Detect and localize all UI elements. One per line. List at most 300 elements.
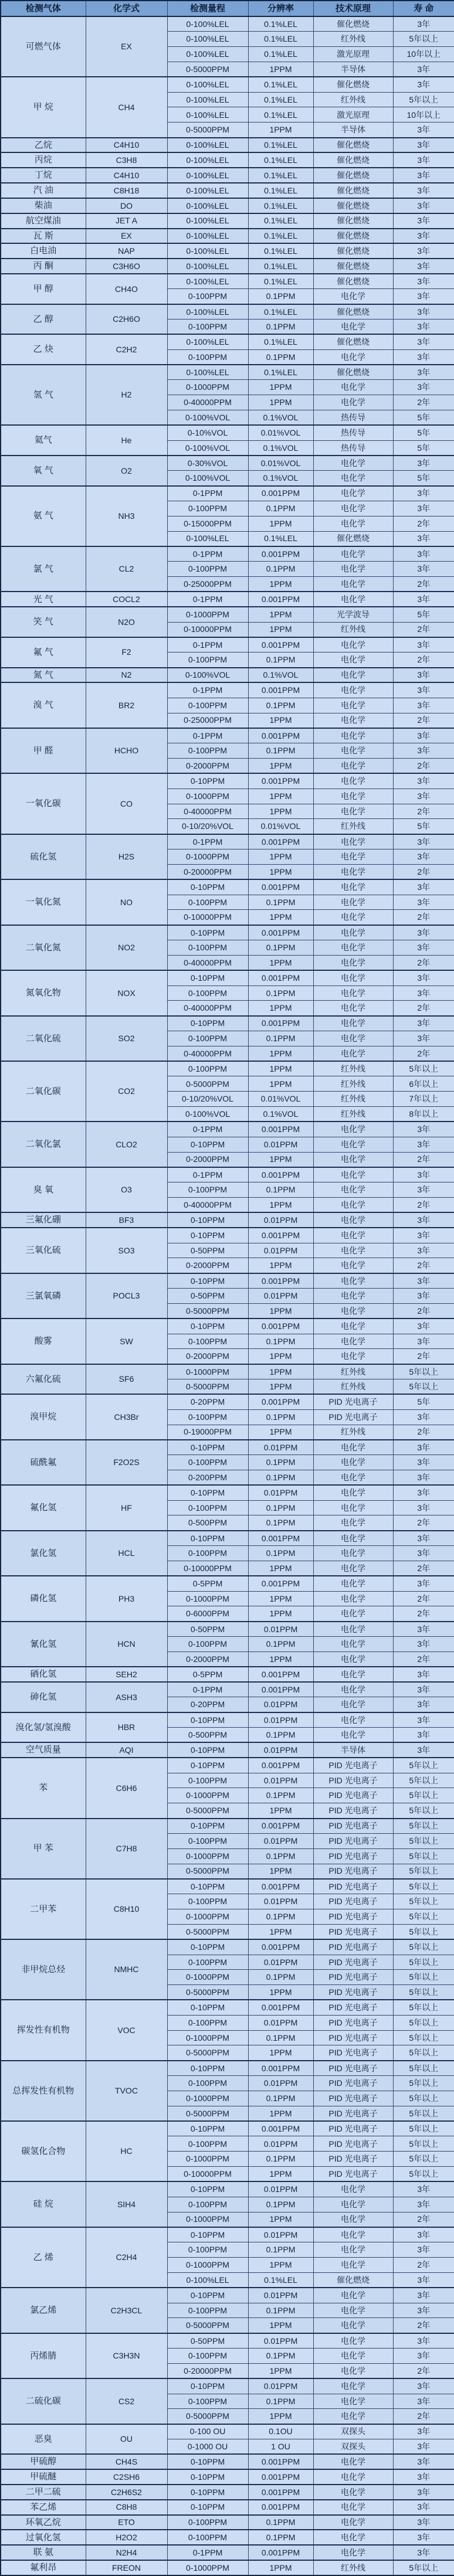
lifespan-cell: 2年 (393, 804, 454, 819)
lifespan-cell: 3年 (393, 1182, 454, 1198)
lifespan-cell: 5年以上 (393, 1773, 454, 1788)
range-cell: 0-20PPM (167, 1697, 248, 1712)
formula-cell: BR2 (86, 682, 167, 728)
range-cell: 0-100PPM (167, 2015, 248, 2030)
principle-cell: 电化学 (313, 456, 393, 471)
gas-name-cell: 溴甲烷 (1, 1394, 86, 1439)
principle-cell: PID 光电离子 (313, 2045, 393, 2061)
gas-name-cell: 氮 气 (1, 668, 86, 683)
resolution-cell: 1PPM (248, 2363, 313, 2378)
principle-cell: 电化学 (313, 759, 393, 774)
resolution-cell: 1PPM (248, 622, 313, 637)
lifespan-cell: 3年 (393, 274, 454, 289)
lifespan-cell: 3年 (393, 1228, 454, 1243)
resolution-cell: 0.1%LEL (248, 32, 313, 47)
formula-cell: C2H2 (86, 334, 167, 365)
table-row (1, 1273, 454, 1289)
formula-cell: SO2 (86, 1016, 167, 1061)
formula-cell: HCHO (86, 728, 167, 773)
table-row (1, 183, 454, 198)
formula-cell: CH4 (86, 77, 167, 137)
formula-cell: SO3 (86, 1228, 167, 1273)
formula-cell: N2H4 (86, 2545, 167, 2560)
range-cell: 0-100%LEL (167, 531, 248, 546)
principle-cell: 电化学 (313, 289, 393, 304)
range-cell: 0-15000PPM (167, 516, 248, 531)
resolution-cell: 0.001PPM (248, 546, 313, 562)
resolution-cell: 0.01PPM (248, 1212, 313, 1228)
range-cell: 0-5000PPM (167, 2045, 248, 2061)
principle-cell: 红外线 (313, 1061, 393, 1076)
principle-cell: 电化学 (313, 1651, 393, 1667)
formula-cell: PH3 (86, 1576, 167, 1621)
resolution-cell: 1PPM (248, 1864, 313, 1879)
lifespan-cell: 5年以上 (393, 1833, 454, 1848)
table-row (1, 1440, 454, 1455)
gas-name-cell: 氯 气 (1, 546, 86, 592)
range-cell: 0-10PPM (167, 1879, 248, 1894)
principle-cell: 双探头 (313, 2439, 393, 2455)
range-cell: 0-100%LEL (167, 274, 248, 289)
lifespan-cell: 3年 (393, 2272, 454, 2288)
lifespan-cell: 2年 (393, 1198, 454, 1213)
resolution-cell: 0.1PPM (248, 698, 313, 713)
formula-cell: HF (86, 1485, 167, 1530)
principle-cell: 电化学 (313, 1137, 393, 1152)
lifespan-cell: 3年 (393, 1273, 454, 1289)
resolution-cell: 0.1PPM (248, 2242, 313, 2258)
range-cell: 0-20PPM (167, 1394, 248, 1409)
principle-cell: 电化学 (313, 1637, 393, 1652)
resolution-cell: 1PPM (248, 1591, 313, 1606)
range-cell: 0-100%LEL (167, 77, 248, 92)
table-row (1, 2515, 454, 2530)
gas-name-cell: 非甲烷总烃 (1, 1939, 86, 2000)
range-cell: 0-5000PPM (167, 2318, 248, 2333)
lifespan-cell: 2年 (393, 1561, 454, 1576)
principle-cell: PID 光电离子 (313, 1909, 393, 1925)
range-cell: 0-100%LEL (167, 92, 248, 107)
header-cell-gas: 检测气体 (1, 1, 86, 16)
gas-name-cell: 环氧乙烷 (1, 2515, 86, 2530)
principle-cell: 电化学 (313, 1289, 393, 1304)
principle-cell: 电化学 (313, 349, 393, 365)
table-row (1, 2227, 454, 2242)
principle-cell: 电化学 (313, 1258, 393, 1273)
lifespan-cell: 5年以上 (393, 2167, 454, 2182)
resolution-cell: 0.001PPM (248, 970, 313, 985)
gas-name-cell: 硫化氢 (1, 834, 86, 879)
principle-cell: 红外线 (313, 1092, 393, 1107)
lifespan-cell: 3年 (393, 2333, 454, 2349)
table-row (1, 1712, 454, 1728)
header-cell-lifespan: 寿 命 (393, 1, 454, 16)
resolution-cell: 1PPM (248, 577, 313, 592)
lifespan-cell: 3年 (393, 2424, 454, 2439)
principle-cell: 电化学 (313, 2409, 393, 2424)
range-cell: 0-100%LEL (167, 152, 248, 168)
principle-cell: 电化学 (313, 1303, 393, 1318)
range-cell: 0-10PPM (167, 2061, 248, 2076)
resolution-cell: 0.01PPM (248, 1833, 313, 1848)
range-cell: 0-100%LEL (167, 168, 248, 183)
principle-cell: 电化学 (313, 637, 393, 653)
formula-cell: NAP (86, 243, 167, 259)
resolution-cell: 0.1PPM (248, 1182, 313, 1198)
range-cell: 0-100PPM (167, 1833, 248, 1848)
table-row (1, 168, 454, 183)
resolution-cell: 0.001PPM (248, 1016, 313, 1031)
principle-cell: 电化学 (313, 592, 393, 607)
gas-name-cell: 溴化氢/氢溴酸 (1, 1712, 86, 1743)
range-cell: 0-5000PPM (167, 2106, 248, 2121)
principle-cell: 电化学 (313, 955, 393, 970)
gas-name-cell: 硅 烷 (1, 2181, 86, 2227)
lifespan-cell: 3年 (393, 138, 454, 153)
resolution-cell: 0.001PPM (248, 773, 313, 789)
range-cell: 0-10PPM (167, 1016, 248, 1031)
principle-cell: 电化学 (313, 2258, 393, 2273)
range-cell: 0-1000PPM (167, 2212, 248, 2227)
range-cell: 0-10PPM (167, 1712, 248, 1728)
principle-cell: 催化燃烧 (313, 334, 393, 349)
principle-cell: 热传导 (313, 425, 393, 440)
table-row (1, 2454, 454, 2469)
resolution-cell: 0.1%LEL (248, 213, 313, 229)
lifespan-cell: 3年 (393, 2485, 454, 2500)
range-cell: 0-1000PPM (167, 1909, 248, 1925)
lifespan-cell: 3年 (393, 1712, 454, 1728)
range-cell: 0-10PPM (167, 925, 248, 940)
principle-cell: 电化学 (313, 1440, 393, 1455)
lifespan-cell: 3年 (393, 1531, 454, 1546)
resolution-cell: 0.1PPM (248, 895, 313, 910)
principle-cell: PID 光电离子 (313, 2106, 393, 2121)
lifespan-cell: 5年以上 (393, 2121, 454, 2136)
principle-cell: 电化学 (313, 879, 393, 895)
resolution-cell: 1PPM (248, 789, 313, 804)
formula-cell: C2SH6 (86, 2469, 167, 2485)
resolution-cell: 0.1PPM (248, 2394, 313, 2409)
lifespan-cell: 3年 (393, 289, 454, 304)
range-cell: 0-100PPM (167, 2136, 248, 2152)
formula-cell: C3H6O (86, 259, 167, 274)
lifespan-cell: 3年 (393, 2378, 454, 2394)
table-row (1, 1667, 454, 1682)
principle-cell: 电化学 (313, 743, 393, 759)
formula-cell: CH4S (86, 2454, 167, 2469)
range-cell: 0-100PPM (167, 1031, 248, 1046)
resolution-cell: 0.001PPM (248, 637, 313, 653)
principle-cell: 电化学 (313, 1046, 393, 1061)
principle-cell: 红外线 (313, 1076, 393, 1092)
principle-cell: 电化学 (313, 849, 393, 865)
principle-cell: 电化学 (313, 2227, 393, 2242)
table-row (1, 138, 454, 153)
resolution-cell: 0.001PPM (248, 592, 313, 607)
lifespan-cell: 2年 (393, 1303, 454, 1318)
formula-cell: NO (86, 879, 167, 925)
resolution-cell: 0.1PPM (248, 289, 313, 304)
formula-cell: C4H10 (86, 138, 167, 153)
gas-name-cell: 一氧化碳 (1, 773, 86, 834)
range-cell: 0-100PPM (167, 2530, 248, 2545)
formula-cell: C2H6S2 (86, 2485, 167, 2500)
principle-cell: 电化学 (313, 1198, 393, 1213)
resolution-cell: 0.001PPM (248, 1819, 313, 1834)
range-cell: 0-10PPM (167, 2181, 248, 2197)
resolution-cell: 0.1PPM (248, 1455, 313, 1470)
lifespan-cell: 2年 (393, 1258, 454, 1273)
range-cell: 0-100%LEL (167, 198, 248, 213)
range-cell: 0-100%LEL (167, 259, 248, 274)
lifespan-cell: 3年 (393, 789, 454, 804)
principle-cell: 催化燃烧 (313, 304, 393, 320)
range-cell: 0-10PPM (167, 1819, 248, 1834)
table-row (1, 1682, 454, 1697)
gas-name-cell: 氦气 (1, 425, 86, 456)
lifespan-cell: 5年 (393, 819, 454, 834)
table-row (1, 1212, 454, 1228)
range-cell: 0-100PPM (167, 698, 248, 713)
range-cell: 0-2000PPM (167, 1651, 248, 1667)
principle-cell: PID 光电离子 (313, 1879, 393, 1894)
resolution-cell: 0.1PPM (248, 985, 313, 1001)
lifespan-cell: 5年以上 (393, 92, 454, 107)
resolution-cell: 0.1%LEL (248, 531, 313, 546)
principle-cell: 电化学 (313, 2530, 393, 2545)
lifespan-cell: 3年 (393, 2515, 454, 2530)
gas-name-cell: 氯化氢 (1, 1531, 86, 1576)
principle-cell: 双探头 (313, 2424, 393, 2439)
range-cell: 0-1PPM (167, 1122, 248, 1137)
resolution-cell: 0.001PPM (248, 2545, 313, 2560)
principle-cell: 催化燃烧 (313, 229, 393, 244)
range-cell: 0-10PPM (167, 879, 248, 895)
principle-cell: 催化燃烧 (313, 168, 393, 183)
table-row (1, 970, 454, 985)
resolution-cell: 0.1PPM (248, 1470, 313, 1486)
formula-cell: NO2 (86, 925, 167, 970)
resolution-cell: 1PPM (248, 1076, 313, 1092)
principle-cell: PID 光电离子 (313, 1773, 393, 1788)
resolution-cell: 0.001PPM (248, 486, 313, 501)
resolution-cell: 0.001PPM (248, 2061, 313, 2076)
formula-cell: HCL (86, 1531, 167, 1576)
resolution-cell: 1PPM (248, 607, 313, 622)
resolution-cell: 0.01PPM (248, 2288, 313, 2303)
principle-cell: PID 光电离子 (313, 2152, 393, 2167)
range-cell: 0-100%LEL (167, 243, 248, 259)
range-cell: 0-100 OU (167, 2424, 248, 2439)
lifespan-cell: 3年 (393, 123, 454, 138)
lifespan-cell: 2年 (393, 864, 454, 879)
lifespan-cell: 2年 (393, 1152, 454, 1167)
principle-cell: PID 光电离子 (313, 2076, 393, 2091)
range-cell: 0-200PPM (167, 1470, 248, 1486)
principle-cell: 催化燃烧 (313, 138, 393, 153)
range-cell: 0-100PPM (167, 895, 248, 910)
lifespan-cell: 5年以上 (393, 1379, 454, 1395)
principle-cell: 红外线 (313, 1107, 393, 1122)
resolution-cell: 0.1%LEL (248, 259, 313, 274)
table-row (1, 213, 454, 229)
principle-cell: PID 光电离子 (313, 2167, 393, 2182)
table-row (1, 1394, 454, 1409)
gas-name-cell: 二氧化碳 (1, 1061, 86, 1122)
gas-name-cell: 白电油 (1, 243, 86, 259)
gas-name-cell: 二氧化氯 (1, 1122, 86, 1167)
principle-cell: 电化学 (313, 1016, 393, 1031)
resolution-cell: 0.1PPM (248, 2515, 313, 2530)
range-cell: 0-1000PPM (167, 380, 248, 395)
gas-name-cell: 瓦 斯 (1, 229, 86, 244)
range-cell: 0-10PPM (167, 2121, 248, 2136)
principle-cell: 电化学 (313, 2333, 393, 2349)
gas-name-cell: 乙 醇 (1, 304, 86, 335)
principle-cell: PID 光电离子 (313, 1955, 393, 1970)
formula-cell: SW (86, 1318, 167, 1364)
resolution-cell: 0.1%LEL (248, 198, 313, 213)
table-row (1, 1485, 454, 1500)
resolution-cell: 0.1%LEL (248, 274, 313, 289)
principle-cell: 电化学 (313, 1485, 393, 1500)
resolution-cell: 1PPM (248, 1152, 313, 1167)
range-cell: 0-1PPM (167, 1682, 248, 1697)
lifespan-cell: 5年 (393, 410, 454, 426)
range-cell: 0-1000PPM (167, 1591, 248, 1606)
principle-cell: 电化学 (313, 2242, 393, 2258)
gas-name-cell: 氮氧化物 (1, 970, 86, 1015)
lifespan-cell: 2年 (393, 1349, 454, 1364)
principle-cell: PID 光电离子 (313, 2136, 393, 2152)
principle-cell: 电化学 (313, 1682, 393, 1697)
table-row (1, 1819, 454, 1834)
table-row (1, 198, 454, 213)
lifespan-cell: 3年 (393, 1167, 454, 1182)
principle-cell: 电化学 (313, 1470, 393, 1486)
lifespan-cell: 5年以上 (393, 1803, 454, 1819)
gas-name-cell: 恶臭 (1, 2424, 86, 2455)
table-row (1, 425, 454, 440)
resolution-cell: 0.01PPM (248, 1773, 313, 1788)
range-cell: 0-1000PPM (167, 607, 248, 622)
formula-cell: CO (86, 773, 167, 834)
principle-cell: 电化学 (313, 2485, 393, 2500)
range-cell: 0-5000PPM (167, 1803, 248, 1819)
principle-cell: PID 光电离子 (313, 1803, 393, 1819)
lifespan-cell: 3年 (393, 1622, 454, 1637)
lifespan-cell: 2年 (393, 653, 454, 668)
resolution-cell: 0.001PPM (248, 1167, 313, 1182)
principle-cell: PID 光电离子 (313, 1409, 393, 1425)
principle-cell: PID 光电离子 (313, 1970, 393, 1985)
principle-cell: 电化学 (313, 834, 393, 849)
lifespan-cell: 2年 (393, 1651, 454, 1667)
range-cell: 0-500PPM (167, 1515, 248, 1531)
resolution-cell: 0.1PPM (248, 501, 313, 516)
resolution-cell: 0.001PPM (248, 1758, 313, 1773)
resolution-cell: 1PPM (248, 1198, 313, 1213)
resolution-cell: 0.1%LEL (248, 365, 313, 380)
resolution-cell: 0.001PPM (248, 2121, 313, 2136)
principle-cell: 电化学 (313, 1212, 393, 1228)
range-cell: 0-1000PPM (167, 1364, 248, 1379)
resolution-cell: 0.001PPM (248, 879, 313, 895)
resolution-cell: 0.1PPM (248, 1500, 313, 1515)
principle-cell: 电化学 (313, 985, 393, 1001)
resolution-cell: 1PPM (248, 1561, 313, 1576)
lifespan-cell: 2年 (393, 577, 454, 592)
resolution-cell: 1PPM (248, 2106, 313, 2121)
table-row (1, 2378, 454, 2394)
principle-cell: 电化学 (313, 713, 393, 728)
range-cell: 0-10/20%VOL (167, 1092, 248, 1107)
range-cell: 0-100PPM (167, 985, 248, 1001)
resolution-cell: 1PPM (248, 2258, 313, 2273)
resolution-cell: 0.01PPM (248, 1440, 313, 1455)
range-cell: 0-100%LEL (167, 365, 248, 380)
table-row (1, 2288, 454, 2303)
range-cell: 0-5000PPM (167, 1076, 248, 1092)
lifespan-cell: 5年 (393, 471, 454, 486)
lifespan-cell: 3年 (393, 1576, 454, 1591)
formula-cell: F2 (86, 637, 167, 668)
range-cell: 0-100%VOL (167, 440, 248, 456)
lifespan-cell: 3年 (393, 486, 454, 501)
formula-cell: C8H18 (86, 183, 167, 198)
table-row (1, 1622, 454, 1637)
gas-name-cell: 汽 油 (1, 183, 86, 198)
range-cell: 0-5000PPM (167, 2409, 248, 2424)
range-cell: 0-100PPM (167, 289, 248, 304)
resolution-cell: 1PPM (248, 2045, 313, 2061)
range-cell: 0-100%LEL (167, 138, 248, 153)
principle-cell: 电化学 (313, 668, 393, 683)
resolution-cell: 0.01%VOL (248, 1092, 313, 1107)
range-cell: 0-10PPM (167, 1742, 248, 1758)
resolution-cell: 1PPM (248, 1046, 313, 1061)
principle-cell: 电化学 (313, 1591, 393, 1606)
principle-cell: PID 光电离子 (313, 2121, 393, 2136)
table-row (1, 2469, 454, 2485)
range-cell: 0-10PPM (167, 2500, 248, 2515)
lifespan-cell: 3年 (393, 1546, 454, 1561)
resolution-cell: 1PPM (248, 123, 313, 138)
resolution-cell: 1PPM (248, 2409, 313, 2424)
resolution-cell: 0.1PPM (248, 349, 313, 365)
resolution-cell: 0.1PPM (248, 1970, 313, 1985)
lifespan-cell: 3年 (393, 213, 454, 229)
resolution-cell: 1PPM (248, 955, 313, 970)
lifespan-cell: 3年 (393, 2288, 454, 2303)
lifespan-cell: 5年以上 (393, 1788, 454, 1803)
lifespan-cell: 3年 (393, 773, 454, 789)
table-row (1, 2061, 454, 2076)
range-cell: 0-1000PPM (167, 1970, 248, 1985)
lifespan-cell: 2年 (393, 2258, 454, 2273)
formula-cell: CH3Br (86, 1394, 167, 1439)
resolution-cell: 1PPM (248, 1364, 313, 1379)
formula-cell: ETO (86, 2515, 167, 2530)
lifespan-cell: 3年 (393, 1137, 454, 1152)
lifespan-cell: 5年 (393, 440, 454, 456)
principle-cell: 电化学 (313, 471, 393, 486)
lifespan-cell: 2年 (393, 1001, 454, 1016)
lifespan-cell: 3年 (393, 940, 454, 956)
formula-cell: EX (86, 229, 167, 244)
range-cell: 0-100%LEL (167, 183, 248, 198)
